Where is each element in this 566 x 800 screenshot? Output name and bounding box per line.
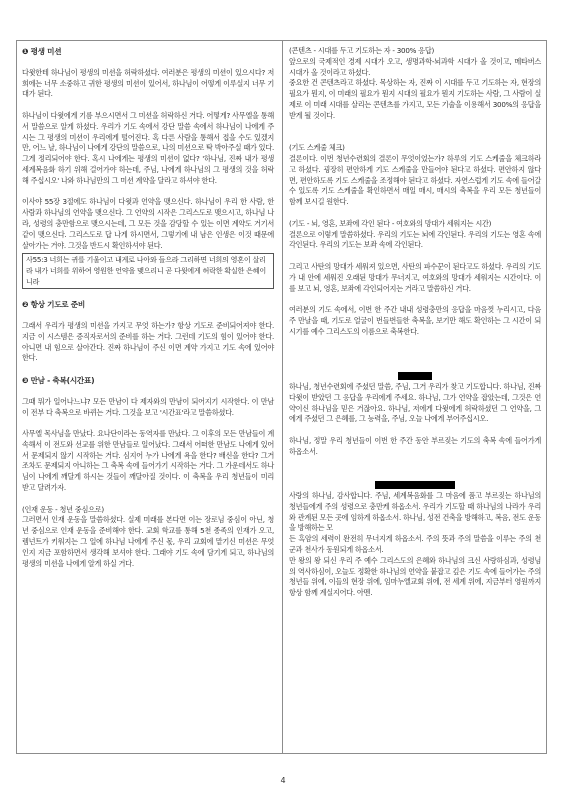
- section-title-prayer: ❷ 항상 기도로 준비: [22, 300, 85, 310]
- paragraph: 결론이다. 이번 청년수련회의 결론이 무엇이었는가? 하루의 기도 스케줄을 체크하라고 하셨다. 굉장히 편안하게 기도 스케줄을 만들어야 된다고 하셨다. 편안하지 않다면, 편안하도록 기도 스케줄을 조정해야 된다고 하셨다. 자연스럽게 기도 속에 들어갈 수 있도록 기도 스케줄을 확인하면서 매일 매시, 매시의 축복을 우리 모든 청년들이 함께 보시길 원한다.: [289, 153, 541, 207]
- prayer-paragraph: 사랑의 하나님, 감사합니다. 주님, 세계복음화를 그 마음에 품고 부르짖는 하나님의 청년들에게 주의 성령으로 충만케 하옵소서. 우리가 기도할 때 하나님의 나라가 우리와 관계된 모든 곳에 임하게 하옵소서. 하나님, 성전 건축을 방해하고, 복음, 전도 운동을 방해하는 모: [289, 491, 541, 533]
- paragraph: 이사야 55장 3절에도 하나님이 다윗과 언약을 맺으신다. 하나님이 우리 한 사람, 한 사람과 하나님의 언약을 맺으신다. 그 언약의 시작은 그리스도로 맺으시고, 하나님 나라, 성령의 충만함으로 맺으시는데, 그 모든 것을 감당할 수 있는 이면 계약도 거기서 같이 맺으신다. 그리스도로 답 나게 하시면서, 그렇기에 내 남은 인생은 이것 때문에 살아가는 거야. 그것을 반드시 확인하셔야 된다.: [22, 197, 274, 250]
- redacted-heading: [289, 370, 541, 382]
- paragraph: 그때 뭐가 일어나느냐? 모든 만남이 다 제자와의 만남이 되어지기 시작한다. 이 만남이 전부 다 축복으로 바뀌는 거다. 그것을 보고 '시간표'라고 말씀하셨다.: [22, 396, 274, 417]
- paragraph: 그래서 우리가 평생의 미션을 가지고 무엇 하는가? 항상 기도로 준비되어져야 한다. 지금 이 시스템은 증직자로서의 준비를 하는 거다. 그런데 기도의 힘이 있어야 한다. 아니면 내 힘으로 살아간다. 진짜 하나님이 주신 이면 계약 가지고 기도 속에 있어야 한다.: [22, 320, 274, 363]
- section-title-meeting: ❸ 만남 - 축복(시간표): [22, 375, 95, 385]
- column-divider: [282, 40, 283, 754]
- paragraph: 결론으로 이렇게 말씀하셨다. 우리의 기도는 뇌에 각인된다. 우리의 기도는 영혼 속에 각인된다. 우리의 기도는 보좌 속에 각인된다.: [289, 229, 541, 250]
- prayer-paragraph: 하나님, 청년수련회에 주셨던 말씀, 주님, 그거 우리가 찾고 기도합니다. 하나님, 진짜 다윗이 받았던 그 응답을 우리에게 주세요. 하나님, 그가 언약을 잡았는데, 그것은 언약이신 하나님을 믿은 거잖아요. 하나님, 저에게 다윗에게 허락하셨던 그 언약을, 그에게 주셨던 그 은혜를, 그 능력을, 주님, 오늘 나에게 부어주십시오.: [289, 381, 541, 424]
- paragraph: 중요한 건 콘텐츠라고 하셨다. 목상하는 자, 진짜 이 시대를 두고 기도하는 자, 현장의 필요가 뭔지, 이 미래의 필요가 뭔지 시대의 필요가 뭔지 기도하는 사람, 그 사람이 실제로 이 미래 시대를 살리는 콘텐츠를 가지고, 모든 기술을 이용해서 300%의 응답을 받게 될 것이다.: [289, 78, 541, 120]
- section-title-mission: ❶ 평생 미션: [22, 47, 62, 56]
- prayer-paragraph: 만 왕의 왕 되신 우리 주 예수 그리스도의 은혜와 하나님의 크신 사랑하심과, 성령님의 역사하심이, 오늘도 정확한 하나님의 언약을 붙잡고 깊은 기도 속에 들어가는 주의 청년들 위에, 이들의 현장 위에, 임마누엘교회 위에, 전 세계 위에, 지금부터 영원까지 항상 함께 계실지어다. 아멘.: [289, 555, 541, 598]
- left-column: [22, 46, 274, 580]
- prayer-paragraph: 하나님, 정말 우리 청년들이 이번 한 주간 동안 부르짖는 기도의 축복 속에 들어가게 하옵소서.: [289, 435, 541, 456]
- page-number: 4: [280, 776, 286, 785]
- paragraph: 그리고 사탄의 망대가 세워져 있으면, 사탄의 파수꾼이 된다고도 하셨다. 우리의 기도가 내 안에 세워진 오래된 망대가 무너지고, 여호와의 망대가 세워지는 시간이다. 이를 보고 뇌, 영혼, 보좌에 각인되어지는 거라고 말씀하신 거다.: [289, 261, 541, 293]
- paragraph: 사무엘 목사님을 만났다. 요나단이라는 동역자를 만났다. 그 이후의 모든 만남들이 계속해서 이 전도와 선교를 위한 만남들로 일어났다. 그래서 어떠한 만남도 나에게 있어서 문제되지 않기 시작하는 거다. 심지어 누가 나에게 욕을 한다? 배신을 한다? 그거 조차도 문제되지 아니하는 그 축복 속에 들어가기 시작하는 거다. 그 가운데서도 하나님이 나에게 깨달게 하시는 것들이 깨달아질 것이다. 이 축복을 우리 청년들이 미리 받고 달려가자.: [22, 429, 274, 493]
- bible-verse-box: 사55:3 너희는 귀를 기울이고 내게로 나아와 들으라 그리하면 너희의 영혼이 살리라 내가 너희를 위하여 영원한 언약을 맺으리니 곧 다윗에게 허락한 확실한 은혜이니라: [22, 253, 274, 289]
- right-column: [289, 46, 541, 610]
- subheading: (인재 운동 - 청년 중심으로): [22, 504, 104, 514]
- paragraph: 그러면서 인재 운동을 말씀하셨다. 실제 미래를 본다면 이는 장로님 중심이 아닌, 청년 중심으로 인재 운동을 준비해야 한다. 교회 학교를 통해 5천 종족의 인재가 오고, 렘넌트가 키워지는 그 일에 하나님 나에게 주신 몫, 우리 교회에 맡기신 미션은 무엇인지 지금 포함하면서 생각해 보셔야 한다. 그래야 기도 속에 담기게 되고, 하나님의 평생의 미션을 나에게 알게 하실 거다.: [22, 515, 274, 568]
- paragraph: 여러분의 기도 속에서, 이번 한 주간 내내 성령충만의 응답을 마음껏 누리시고, 다음 주 만날을 때, 기도로 얼굴이 번들번들한 축복을, 보기만 해도 확인하는 그 시간이 되시기를 예수 그리스도의 이름으로 축복한다.: [289, 305, 541, 336]
- paragraph: 다윗한테 하나님이 평생의 미션을 허락하셨다. 여러분은 평생의 미션이 있으시다? 저희에는 너무 소중하고 귀한 평생의 미션이 있어서, 하나님이 어떻게 이루실지 너무 기대가 된다.: [22, 67, 274, 99]
- paragraph: 앞으로의 국제적인 경제 시대가 오고, 생명과학-뇌과학 시대가 올 것이고, 메타버스 시대가 올 것이라고 하셨다.: [289, 56, 541, 77]
- redaction-bar: [375, 481, 455, 489]
- paragraph: 하나님이 다윗에게 기름 부으시면서 그 미션을 허락하신 거다. 어떻게? 사무엘을 통해서 말씀으로 알게 하셨다. 우리가 기도 속에서 강단 말씀 속에서 하나님이 나에게 주시는 그 평생의 미션이 우리에게 떨어진다. 혹 다른 사람을 통해서 접을 수도 있겠지만, 어느 날, 하나님이 나에게 강단의 말씀으로, 나의 미션으로 탁 박아주실 때가 있다. 그게 정리되어야 한다. 혹시 나에게는 평생의 미션이 없다? '하나님, 진짜 내가 평생 세계복음화 하기 위해 걸어가야 하는데, 주님, 나에게 하나님의 그 평생의 것을 허락해 주십시오' 나와 하나님만의 그 미션 계약을 달라고 하셔야 한다.: [22, 110, 274, 185]
- prayer-paragraph: 든 흑암의 세력이 완전히 무너지게 하옵소서. 주의 뜻과 주의 말씀을 이루는 주의 천군과 천사가 동원되게 하옵소서.: [289, 534, 541, 555]
- subheading: (콘텐츠 - 시대를 두고 기도하는 자 - 300% 응답): [289, 46, 435, 55]
- subheading: (기도 - 뇌, 영혼, 보좌에 각인 된다 - 여호와의 망대가 세워지는 시간): [289, 218, 492, 228]
- subheading: (기도 스케줄 체크): [289, 143, 345, 153]
- redacted-heading: [289, 479, 541, 491]
- redaction-bar: [398, 372, 432, 380]
